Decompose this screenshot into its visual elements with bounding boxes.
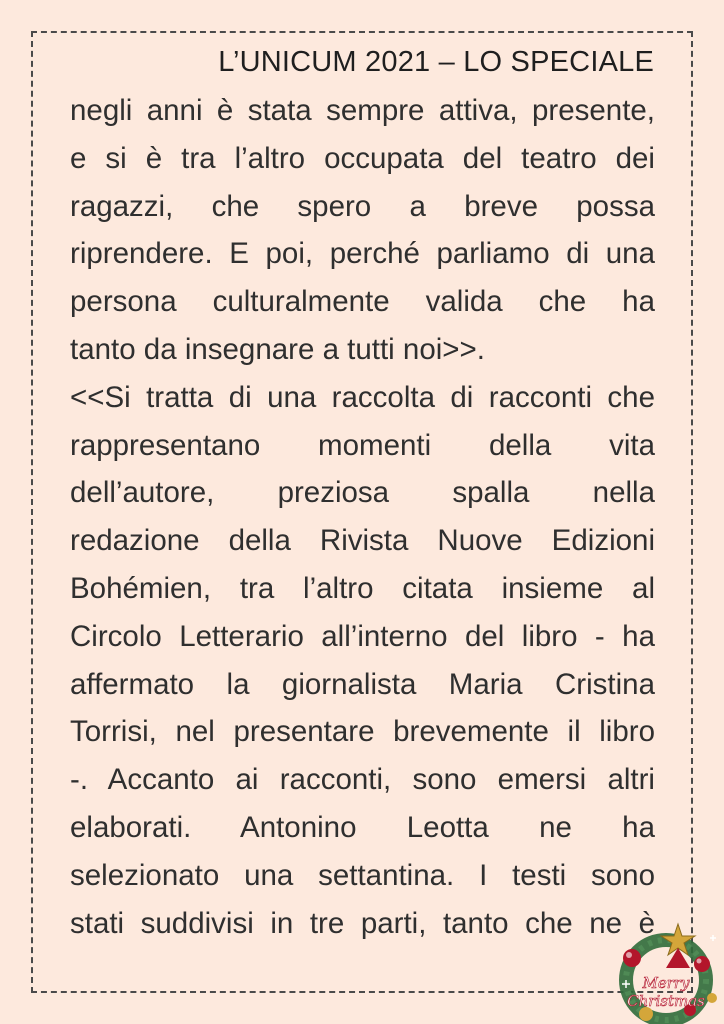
christmas-ornament-icon [606,918,724,1024]
article-line: Torrisi, nel presentare brevemente il libro [70,715,655,749]
greeting-line-2: Christmas [627,992,705,1010]
article-line: -. Accanto ai racconti, sono emersi altri [70,763,655,797]
article-line: affermato la giornalista Maria Cristina [70,667,655,701]
bauble-icon [694,956,710,972]
article-line: e si è tra l’altro occupata del teatro dei [70,141,655,175]
article-line: elaborati. Antonino Leotta ne ha [70,810,655,844]
article-line: Circolo Letterario all’interno del libro - ha [70,619,655,653]
article-line: stati suddivisi in tre parti, tanto che ne è [70,906,655,940]
greeting-line-1: Merry [642,974,690,992]
article-line: <<Si tratta di una raccolta di racconti che [70,380,655,414]
page-header-title: L’UNICUM 2021 – LO SPECIALE [218,46,654,78]
article-line: ragazzi, che spero a breve possa [70,189,655,223]
bauble-icon [707,993,717,1003]
article-line: tanto da insegnare a tutti noi>>. [70,332,485,366]
bauble-icon [623,949,641,967]
article-line: Bohémien, tra l’altro citata insieme al [70,571,655,605]
article-line: negli anni è stata sempre attiva, presente, [70,94,655,127]
article-body [70,87,655,947]
article-line: rappresentano momenti della vita [70,428,655,462]
article-line: riprendere. E poi, perché parliamo di una [70,237,655,271]
article-line: persona culturalmente valida che ha [70,285,655,319]
article-line: selezionato una settantina. I testi sono [70,858,655,892]
article-line: redazione della Rivista Nuove Edizioni [70,524,655,558]
article-line: dell’autore, preziosa spalla nella [70,476,655,510]
